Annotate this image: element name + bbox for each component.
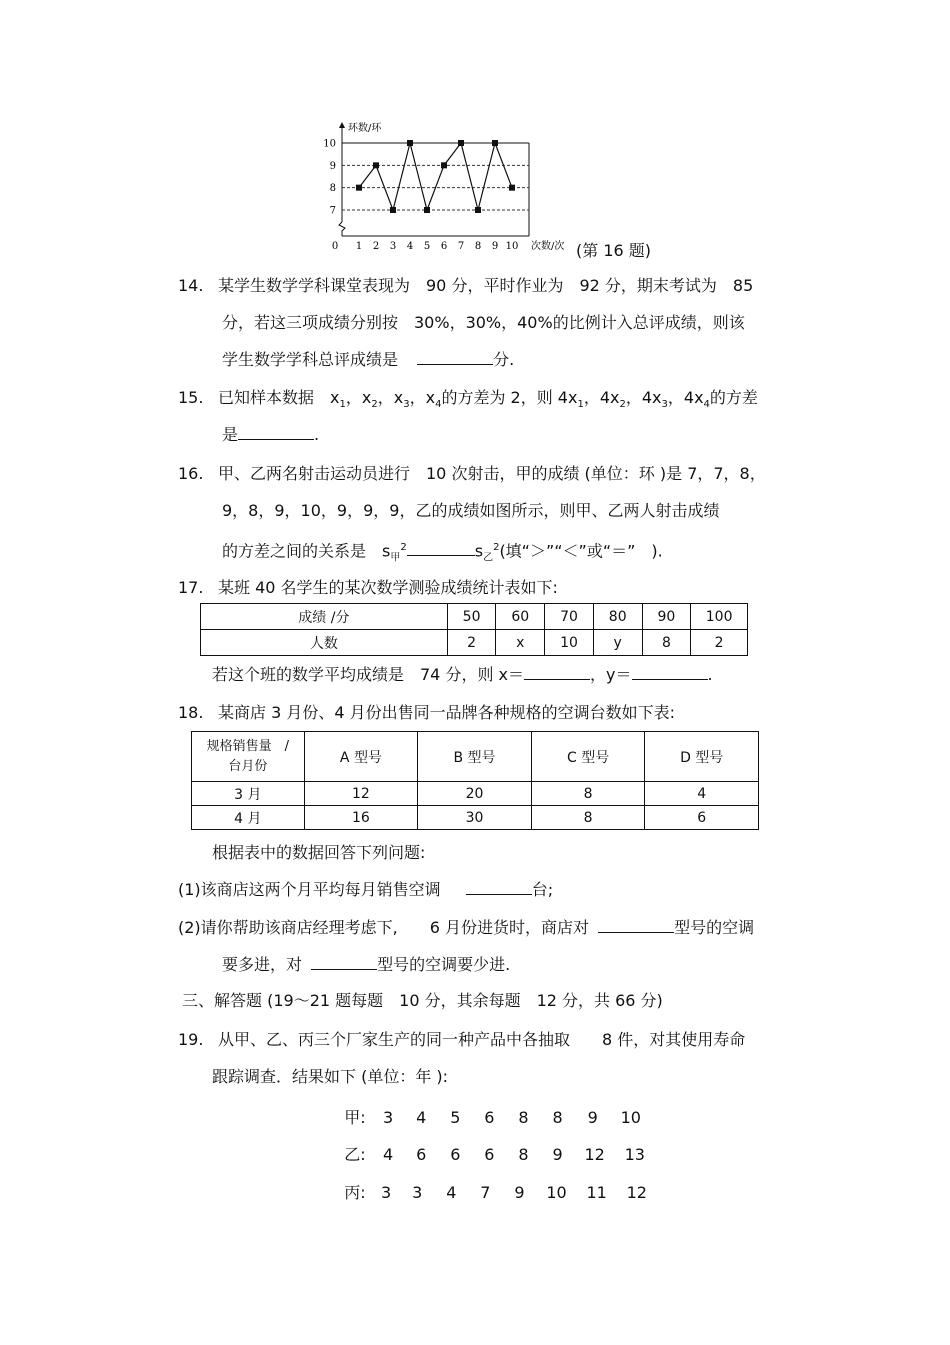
q14-line3	[222, 350, 514, 370]
x-tick-label: 5	[423, 241, 431, 252]
data-value: 4	[383, 1145, 394, 1164]
q16-answer-blank[interactable]	[407, 541, 475, 556]
data-value: 8	[518, 1145, 529, 1164]
q19-line2	[212, 1067, 448, 1087]
q17-x-blank[interactable]	[524, 665, 590, 680]
table-cell: y	[593, 630, 642, 656]
q16-sup: 2	[400, 542, 407, 553]
q15-line2	[222, 425, 319, 445]
data-value: 8	[552, 1108, 563, 1127]
data-point	[458, 140, 464, 146]
q15-text: 已知样本数据 x	[218, 388, 340, 407]
q18-part2-cont	[222, 955, 510, 975]
data-point	[492, 140, 498, 146]
q18-p1-blank[interactable]	[466, 880, 532, 895]
q19-row-jia	[340, 1105, 649, 1128]
table-row	[192, 782, 759, 806]
q15-sub: 1	[339, 399, 346, 411]
q18-intro: 某商店 3 月份、4 月份出售同一品牌各种规格的空调台数如下表:	[218, 703, 676, 722]
table-cell: 80	[593, 604, 642, 630]
table-cell: 8	[642, 630, 691, 656]
table-cell: 2	[691, 630, 748, 656]
q15-text-2b: .	[314, 425, 320, 444]
table-row	[201, 604, 748, 630]
q15-text: ，4x	[667, 388, 704, 407]
table-cell: 人数	[201, 630, 448, 656]
data-value: 12	[584, 1145, 605, 1164]
q17-y-blank[interactable]	[632, 665, 708, 680]
q15-sub: 4	[435, 399, 442, 411]
x-tick-label: 8	[474, 241, 482, 252]
q14-text-2: 分，若这三项成绩分别按 30%，30%，40%的比例计入总评成绩，则该	[222, 313, 745, 332]
data-point	[373, 162, 379, 168]
q18-p2-blank-less[interactable]	[311, 955, 377, 970]
data-value: 4	[416, 1108, 427, 1127]
y-tick-label: 10	[323, 138, 336, 150]
table-header-cell: C 型号	[531, 732, 645, 782]
section-3-heading	[182, 991, 663, 1011]
q14-answer-blank[interactable]	[417, 350, 493, 365]
q15-sub: 2	[371, 399, 378, 411]
x-tick-label: 2	[372, 241, 380, 252]
x-tick-label: 6	[440, 241, 448, 252]
q17-number: 17.	[178, 578, 204, 597]
data-point	[407, 140, 413, 146]
data-value: 6	[484, 1108, 495, 1127]
data-point	[390, 207, 396, 213]
x-tick-label: 7	[457, 241, 465, 252]
q16-line2	[222, 501, 719, 521]
table-cell: 16	[304, 806, 418, 830]
q14-text-3b: 分.	[493, 350, 515, 369]
table-row	[201, 630, 748, 656]
q18-p2a: (2)请你帮助该商店经理考虑下, 6 月份进货时，商店对	[178, 918, 590, 937]
table-cell: 8	[531, 806, 645, 830]
q15-sub: 3	[661, 399, 668, 411]
q18-answer-intro	[212, 843, 425, 863]
data-value: 10	[620, 1108, 641, 1127]
q18-p2c: 要多进，对	[222, 955, 303, 974]
table-cell: 10	[545, 630, 594, 656]
q15-text: ，x	[377, 388, 404, 407]
q16-number: 16.	[178, 464, 204, 483]
table-cell: 50	[447, 604, 496, 630]
q17-after-c: .	[707, 665, 713, 684]
data-value: 8	[518, 1108, 529, 1127]
x-tick-label: 0	[331, 241, 339, 252]
q18-p2d: 型号的空调要少进.	[377, 955, 511, 974]
q18-p1b: 台;	[531, 880, 554, 899]
data-value: 12	[626, 1183, 647, 1202]
q15-text: ，x	[345, 388, 372, 407]
x-tick-label: 4	[406, 241, 414, 252]
q19-text-2: 跟踪调查．结果如下 (单位：年 ):	[212, 1067, 449, 1086]
q16-text-1: 甲、乙两名射击运动员进行 10 次射击，甲的成绩 (单位：环 )是 7，7，8，	[218, 464, 766, 483]
q15-text: ，4x	[583, 388, 620, 407]
q15-line1	[178, 388, 758, 415]
x-tick-label: 9	[491, 241, 499, 252]
x-tick-label: 3	[389, 241, 397, 252]
q15-text: 的方差为 2，则 4x	[441, 388, 578, 407]
table-cell: 成绩 /分	[201, 604, 448, 630]
figure-caption: (第 16 题)	[576, 241, 652, 260]
q19-text-1: 从甲、乙、丙三个厂家生产的同一种产品中各抽取 8 件，对其使用寿命	[218, 1030, 746, 1049]
q19-row-yi	[340, 1142, 653, 1165]
q18-sales-table	[191, 731, 759, 830]
q18-part1	[178, 880, 553, 900]
data-value: 9	[587, 1108, 598, 1127]
q15-sub: 1	[577, 399, 584, 411]
q18-answer-intro-text: 根据表中的数据回答下列问题:	[212, 843, 426, 862]
q15-text-2a: 是	[222, 425, 239, 444]
data-value: 9	[514, 1183, 525, 1202]
data-point	[356, 185, 362, 191]
table-header-corner	[192, 732, 305, 782]
table-cell: 6	[645, 806, 759, 830]
row-label: 丙:	[344, 1183, 366, 1202]
section-3-text: 三、解答题 (19～21 题每题 10 分，其余每题 12 分，共 66 分)	[182, 991, 663, 1010]
q16-line1	[178, 464, 766, 484]
q16-sub-jia: 甲	[390, 552, 401, 564]
table-cell: 60	[496, 604, 545, 630]
q18-line1	[178, 703, 675, 723]
data-point	[424, 207, 430, 213]
q17-after-a: 若这个班的数学平均成绩是 74 分，则 x＝	[212, 665, 525, 684]
data-value: 3	[412, 1183, 423, 1202]
data-value: 9	[552, 1145, 563, 1164]
q16-sup: 2	[493, 542, 500, 553]
q17-after	[212, 665, 713, 685]
row-label: 乙:	[344, 1145, 366, 1164]
q16-line3	[222, 538, 663, 569]
corner-label-2: 台月份	[228, 758, 268, 774]
q14-text-3a: 学生数学学科总评成绩是	[222, 350, 399, 369]
chart-series-line	[359, 143, 512, 210]
q14-text-1: 某学生数学学科课堂表现为 90 分，平时作业为 92 分，期末考试为 85	[218, 276, 754, 295]
shooting-score-line-chart	[320, 118, 580, 258]
q16-sub-yi: 乙	[483, 552, 494, 564]
q15-answer-blank[interactable]	[238, 425, 314, 440]
x-axis-label: 次数/次	[531, 241, 565, 252]
row-label: 甲:	[344, 1108, 366, 1127]
q18-number: 18.	[178, 703, 204, 722]
q15-sub: 2	[619, 399, 626, 411]
table-cell: 12	[304, 782, 418, 806]
q18-p2-blank-more[interactable]	[598, 918, 674, 933]
table-header-cell: D 型号	[645, 732, 759, 782]
series-line	[359, 143, 512, 210]
q19-number: 19.	[178, 1030, 204, 1049]
q15-sub: 4	[703, 399, 710, 411]
corner-label-1: 规格销售量 /	[206, 738, 290, 754]
data-value: 3	[383, 1108, 394, 1127]
q17-intro: 某班 40 名学生的某次数学测验成绩统计表如下:	[218, 578, 558, 597]
data-value: 11	[586, 1183, 607, 1202]
data-value: 10	[546, 1183, 567, 1202]
x-tick-label: 1	[355, 241, 363, 252]
chart-axes	[339, 122, 529, 236]
q17-line1	[178, 578, 558, 598]
table-cell: x	[496, 630, 545, 656]
q15-text: 的方差	[709, 388, 758, 407]
axis-break-mark	[339, 222, 345, 236]
data-value: 4	[446, 1183, 457, 1202]
data-point	[509, 185, 515, 191]
data-value: 7	[480, 1183, 491, 1202]
table-cell: 100	[691, 604, 748, 630]
table-cell: 70	[545, 604, 594, 630]
q19-line1	[178, 1030, 745, 1050]
table-cell: 3 月	[192, 782, 305, 806]
q18-p2b: 型号的空调	[674, 918, 755, 937]
data-point	[475, 207, 481, 213]
x-tick-label: 10	[505, 241, 519, 252]
q18-p1a: (1)该商店这两个月平均每月销售空调	[178, 880, 441, 899]
data-value: 5	[450, 1108, 461, 1127]
q18-part2	[178, 918, 754, 938]
y-tick-label: 9	[329, 160, 336, 172]
y-axis-arrow	[339, 122, 345, 128]
table-cell: 4 月	[192, 806, 305, 830]
q16-text-3a: 的方差之间的关系是 s	[222, 541, 391, 561]
q16-text-3c: (填“＞”“＜”或“＝” ).	[499, 541, 663, 561]
data-value: 6	[450, 1145, 461, 1164]
table-header-cell: A 型号	[304, 732, 418, 782]
q15-sub: 3	[403, 399, 410, 411]
table-row	[192, 806, 759, 830]
data-value: 13	[624, 1145, 645, 1164]
table-cell: 8	[531, 782, 645, 806]
q14-line1	[178, 276, 753, 296]
q15-number: 15.	[178, 388, 204, 407]
q15-text: ，4x	[625, 388, 662, 407]
y-axis-label: 环数/环	[348, 123, 382, 134]
y-tick-label: 7	[329, 205, 336, 217]
table-cell: 20	[418, 782, 532, 806]
table-cell: 2	[447, 630, 496, 656]
q17-after-b: ，y＝	[590, 665, 632, 684]
q15-text: ，x	[409, 388, 436, 407]
data-value: 6	[484, 1145, 495, 1164]
q14-line2	[222, 313, 745, 333]
table-row	[192, 732, 759, 782]
table-cell: 30	[418, 806, 532, 830]
q19-row-bing	[340, 1180, 655, 1203]
q14-number: 14.	[178, 276, 204, 295]
data-value: 3	[381, 1183, 392, 1202]
y-tick-label: 8	[329, 183, 336, 195]
q16-text-2: 9，8，9，10，9，9，9，乙的成绩如图所示，则甲、乙两人射击成绩	[222, 501, 720, 520]
table-header-cell: B 型号	[418, 732, 532, 782]
data-value: 6	[416, 1145, 427, 1164]
q16-text-3b: s	[474, 541, 484, 561]
table-cell: 90	[642, 604, 691, 630]
data-point	[441, 162, 447, 168]
q17-score-table	[200, 603, 748, 656]
table-cell: 4	[645, 782, 759, 806]
